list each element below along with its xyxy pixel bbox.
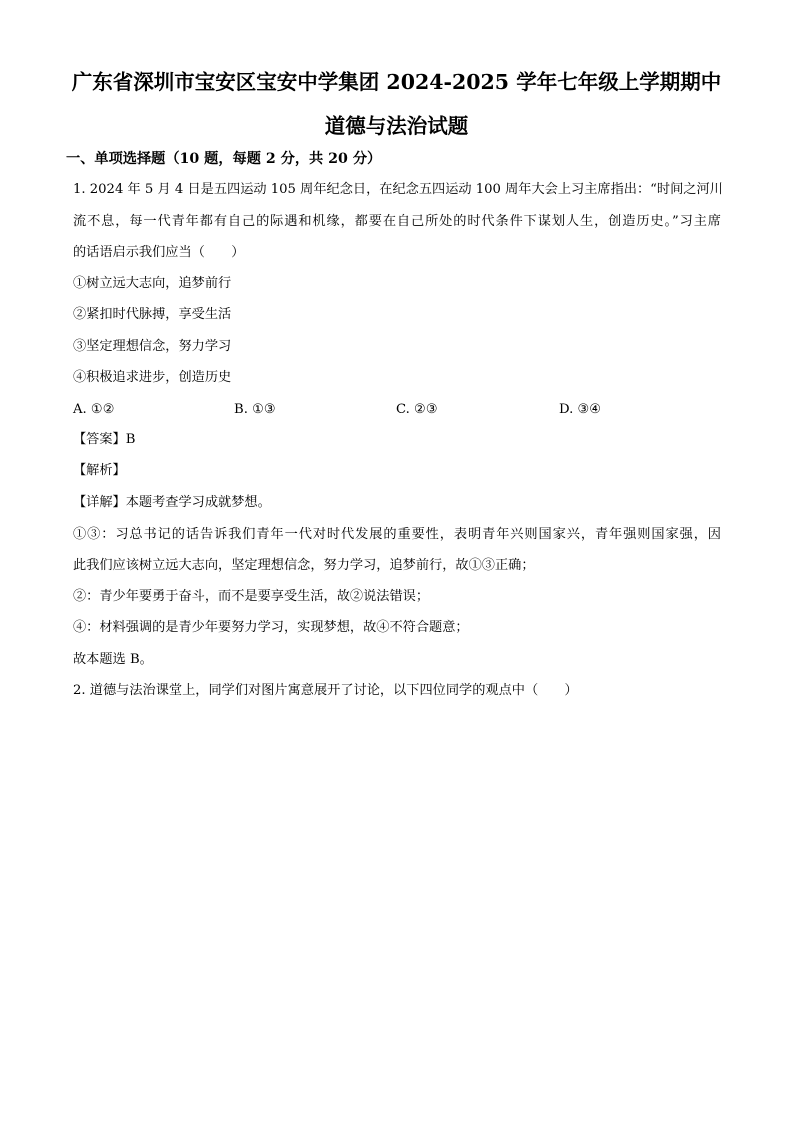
document-title-line-1: 广东省深圳市宝安区宝安中学集团 2024-2025 学年七年级上学期期中 <box>71 70 722 94</box>
question-1-statement-4: ④积极追求进步，创造历史 <box>73 370 232 385</box>
option-a: A. ①② <box>73 402 115 417</box>
question-1-statement-3: ③坚定理想信念，努力学习 <box>73 339 232 354</box>
question-1-analysis-label: 【解析】 <box>73 463 126 478</box>
question-1-options <box>73 401 733 419</box>
question-1-explanation-line-2: 此我们应该树立远大志向，坚定理想信念，努力学习，追梦前行，故①③正确； <box>73 558 535 573</box>
question-2-stem: 2. 道德与法治课堂上，同学们对图片寓意展开了讨论，以下四位同学的观点中（ ） <box>73 683 578 698</box>
question-1-answer: 【答案】B <box>73 432 136 447</box>
question-1-detail: 【详解】本题考查学习成就梦想。 <box>73 495 271 510</box>
option-d: D. ③④ <box>559 402 602 417</box>
document-title-line-2: 道德与法治试题 <box>324 114 469 138</box>
question-1-stem-line-3: 的话语启示我们应当（ ） <box>73 245 245 260</box>
section-heading-single-choice: 一、单项选择题（10 题，每题 2 分，共 20 分） <box>66 151 382 167</box>
question-1-stem-line-2: 流不息，每一代青年都有自己的际遇和机缘，都要在自己所处的时代条件下谋划人生，创造历史。”习主席 <box>73 214 721 229</box>
question-1-statement-2: ②紧扣时代脉搏，享受生活 <box>73 307 232 322</box>
question-1-explanation-line-5: 故本题选 B。 <box>73 652 153 667</box>
question-1-stem-line-1: 1. 2024 年 5 月 4 日是五四运动 105 周年纪念日，在纪念五四运动 100 周年大会上习主席指出：“时间之河川 <box>73 182 723 197</box>
question-1-statement-1: ①树立远大志向，追梦前行 <box>73 276 232 291</box>
option-c: C. ②③ <box>396 402 438 417</box>
question-1-explanation-line-3: ②：青少年要勇于奋斗，而不是要享受生活，故②说法错误； <box>73 589 430 604</box>
option-b: B. ①③ <box>234 402 276 417</box>
question-1-explanation-line-4: ④：材料强调的是青少年要努力学习，实现梦想，故④不符合题意； <box>73 620 469 635</box>
question-1-explanation-line-1: ①③：习总书记的话告诉我们青年一代对时代发展的重要性，表明青年兴则国家兴，青年强则国家强，因 <box>73 527 721 542</box>
